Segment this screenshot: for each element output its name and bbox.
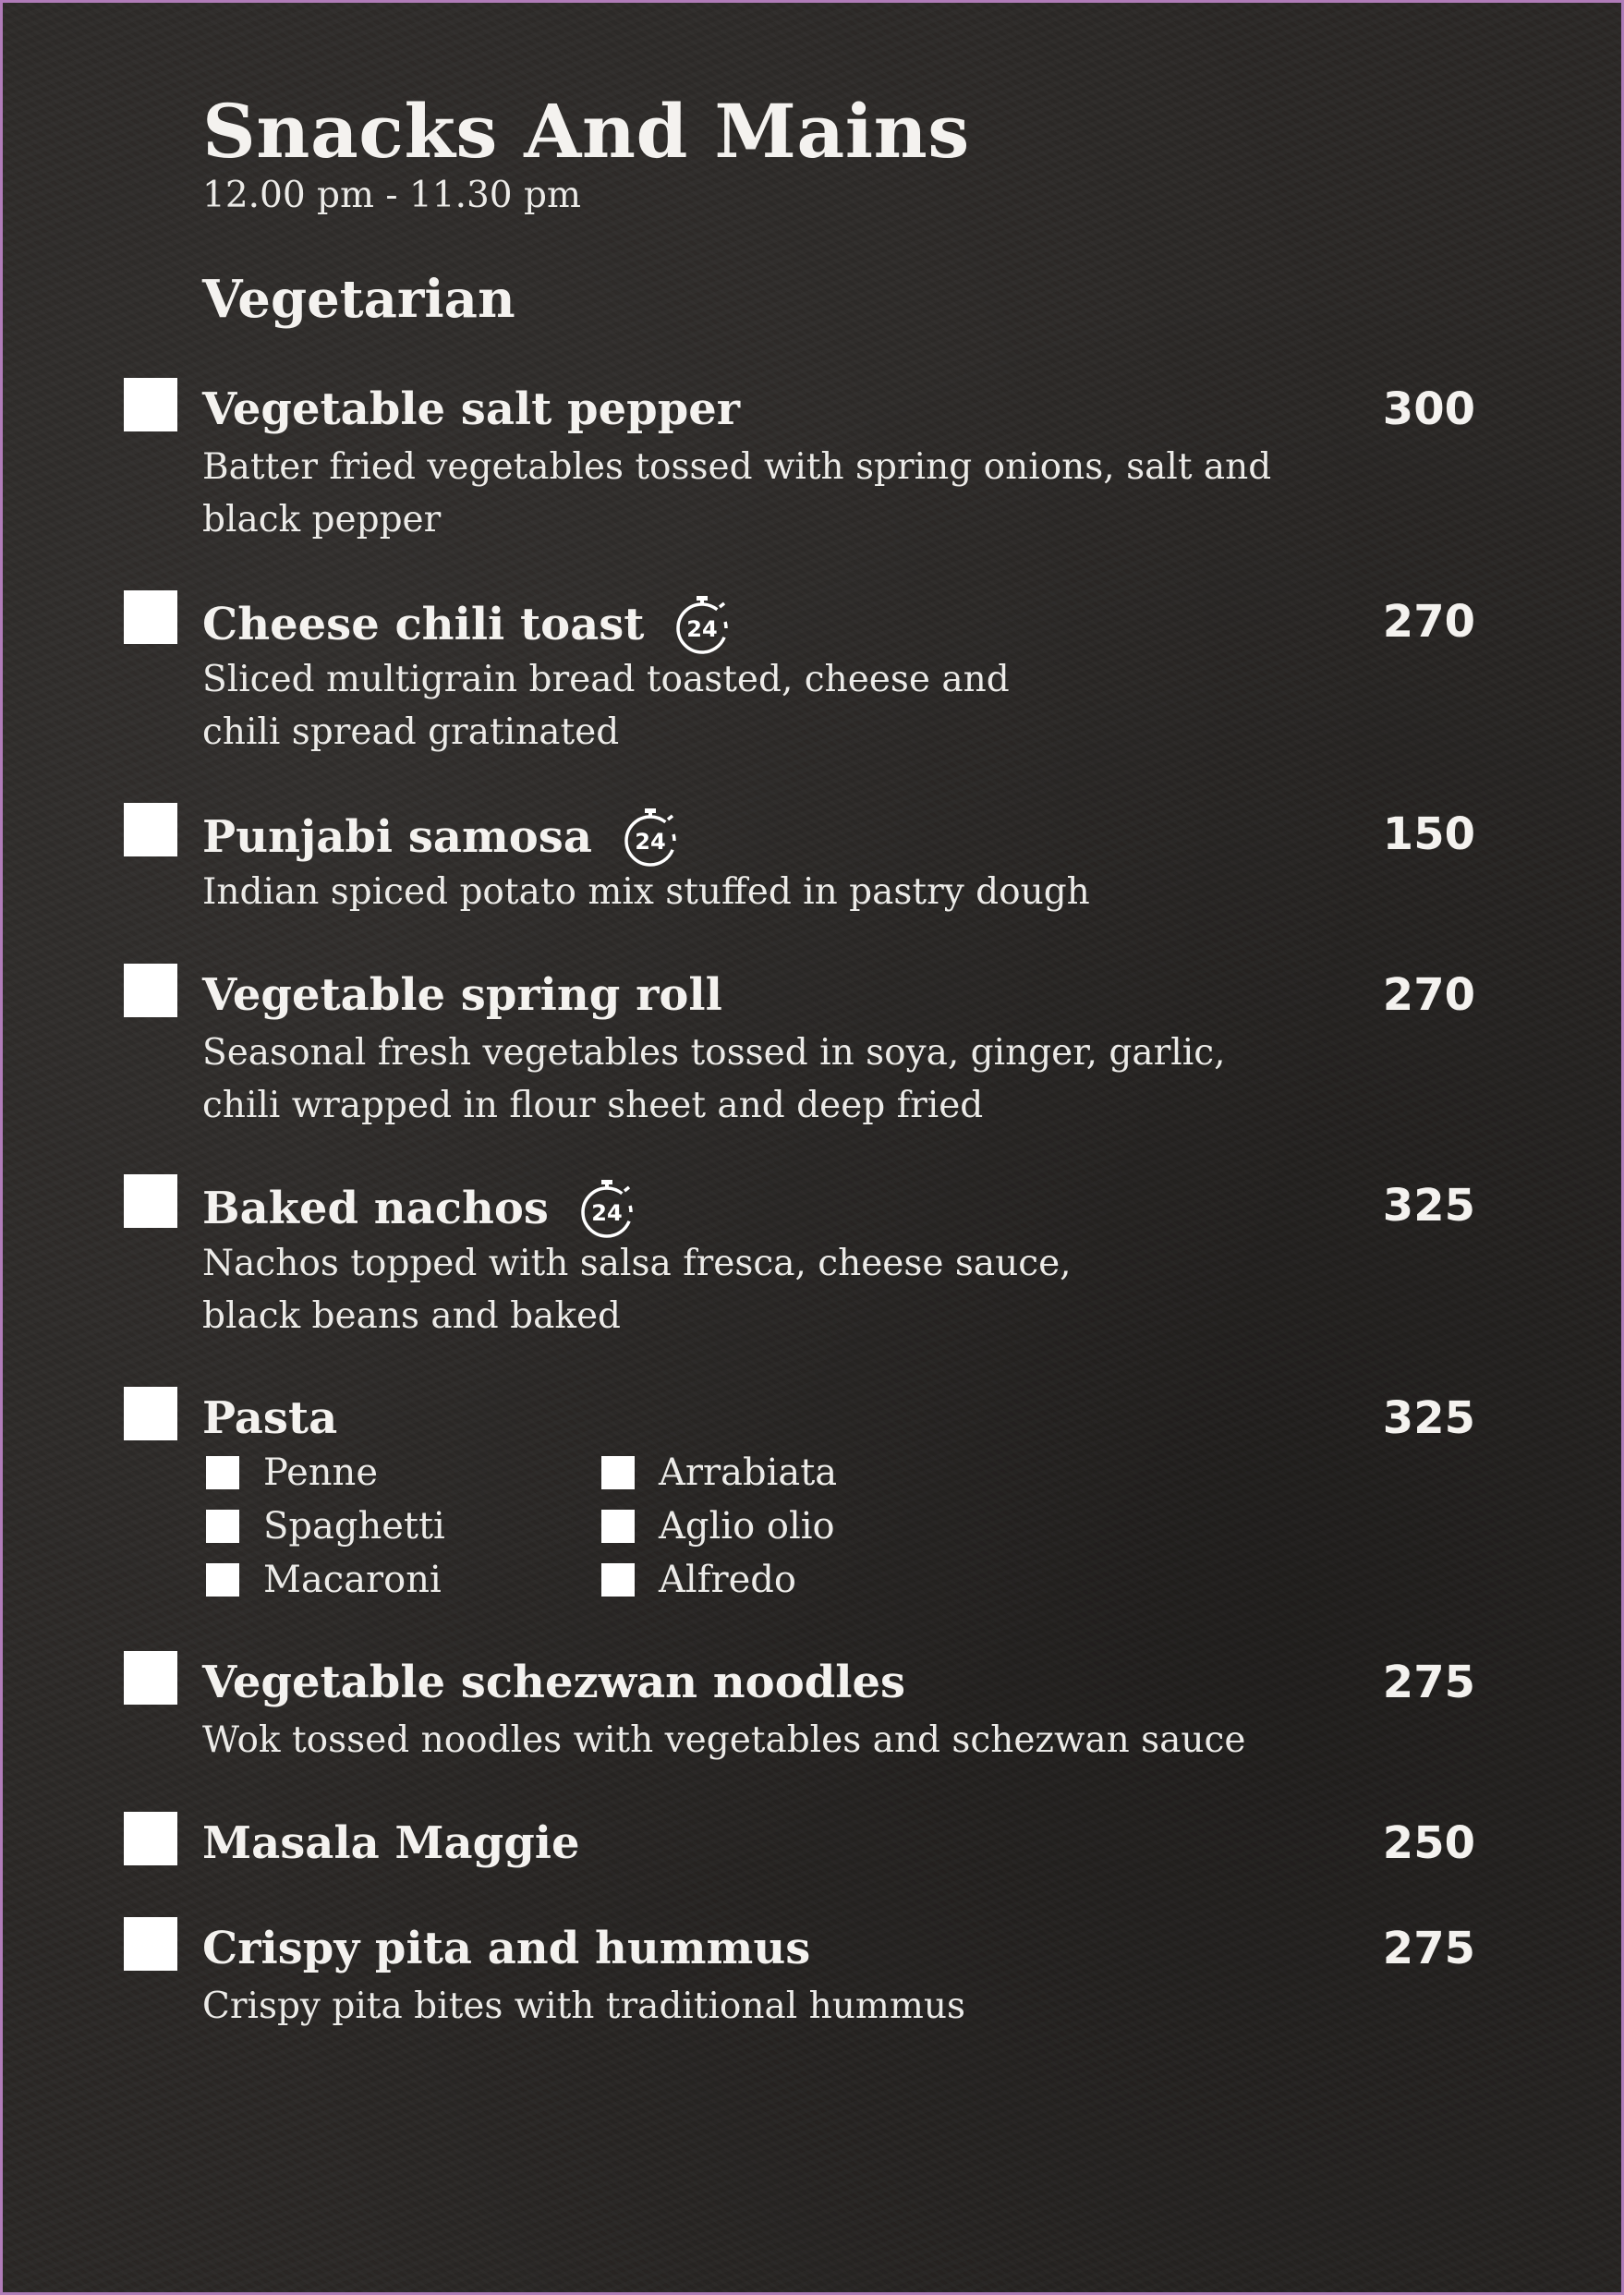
svg-text:24: 24 xyxy=(686,616,719,642)
item-description: Nachos topped with salsa fresca, cheese sauce, black beans and baked xyxy=(202,1243,1072,1337)
select-checkbox[interactable] xyxy=(124,1174,177,1228)
item-price: 150 xyxy=(1382,808,1475,860)
item-name: Crispy pita and hummus xyxy=(202,1923,811,1974)
pasta-sauce-option[interactable]: Arrabiata xyxy=(601,1451,837,1494)
item-description: Seasonal fresh vegetables tossed in soya, ginger, garlic, chili wrapped in flour sheet and deep fried xyxy=(202,1032,1226,1126)
item-name: Punjabi samosa 24 xyxy=(202,807,681,868)
item-name: Cheese chili toast 24 xyxy=(202,594,733,655)
item-description: Crispy pita bites with traditional hummus xyxy=(202,1985,965,2027)
option-checkbox[interactable] xyxy=(206,1563,239,1597)
item-name: Vegetable spring roll xyxy=(202,969,722,1021)
select-checkbox[interactable] xyxy=(124,378,177,431)
page-title: Snacks And Mains xyxy=(202,88,970,175)
option-checkbox[interactable] xyxy=(601,1563,635,1597)
item-description: Sliced multigrain bread toasted, cheese and chili spread gratinated xyxy=(202,659,1010,753)
item-name: Vegetable salt pepper xyxy=(202,383,741,435)
item-price: 250 xyxy=(1382,1817,1475,1869)
svg-text:24: 24 xyxy=(635,829,666,855)
item-price: 275 xyxy=(1382,1923,1475,1974)
24-hour-stopwatch-icon xyxy=(672,594,733,655)
item-name: Baked nachos 24 xyxy=(202,1178,637,1239)
item-price: 270 xyxy=(1382,969,1475,1021)
option-checkbox[interactable] xyxy=(601,1510,635,1543)
select-checkbox[interactable] xyxy=(124,803,177,856)
pasta-option[interactable]: Spaghetti xyxy=(206,1505,445,1548)
option-checkbox[interactable] xyxy=(206,1510,239,1543)
item-name: Masala Maggie xyxy=(202,1817,580,1869)
pasta-option[interactable]: Macaroni xyxy=(206,1559,442,1601)
select-checkbox[interactable] xyxy=(124,1917,177,1971)
option-checkbox[interactable] xyxy=(206,1456,239,1489)
select-checkbox[interactable] xyxy=(124,1812,177,1865)
item-description: Batter fried vegetables tossed with spring onions, salt and black pepper xyxy=(202,446,1272,540)
select-checkbox[interactable] xyxy=(124,590,177,644)
item-price: 270 xyxy=(1382,596,1475,648)
24-hour-stopwatch-icon xyxy=(620,807,681,868)
item-price: 325 xyxy=(1382,1392,1475,1444)
service-hours: 12.00 pm - 11.30 pm xyxy=(202,175,581,216)
item-price: 300 xyxy=(1382,383,1475,435)
pasta-option[interactable]: Penne xyxy=(206,1451,378,1494)
item-description: Indian spiced potato mix stuffed in pastry dough xyxy=(202,871,1090,913)
select-checkbox[interactable] xyxy=(124,964,177,1017)
pasta-sauce-option[interactable]: Aglio olio xyxy=(601,1505,835,1548)
item-price: 325 xyxy=(1382,1180,1475,1232)
pasta-sauce-option[interactable]: Alfredo xyxy=(601,1559,796,1601)
select-checkbox[interactable] xyxy=(124,1651,177,1705)
section-heading: Vegetarian xyxy=(202,269,515,330)
item-price: 275 xyxy=(1382,1657,1475,1708)
option-checkbox[interactable] xyxy=(601,1456,635,1489)
item-name: Vegetable schezwan noodles xyxy=(202,1657,906,1708)
24-hour-stopwatch-icon xyxy=(576,1178,637,1239)
svg-text:24: 24 xyxy=(591,1200,623,1226)
item-description: Wok tossed noodles with vegetables and schezwan sauce xyxy=(202,1719,1246,1761)
select-checkbox[interactable] xyxy=(124,1387,177,1440)
item-name: Pasta xyxy=(202,1392,338,1444)
